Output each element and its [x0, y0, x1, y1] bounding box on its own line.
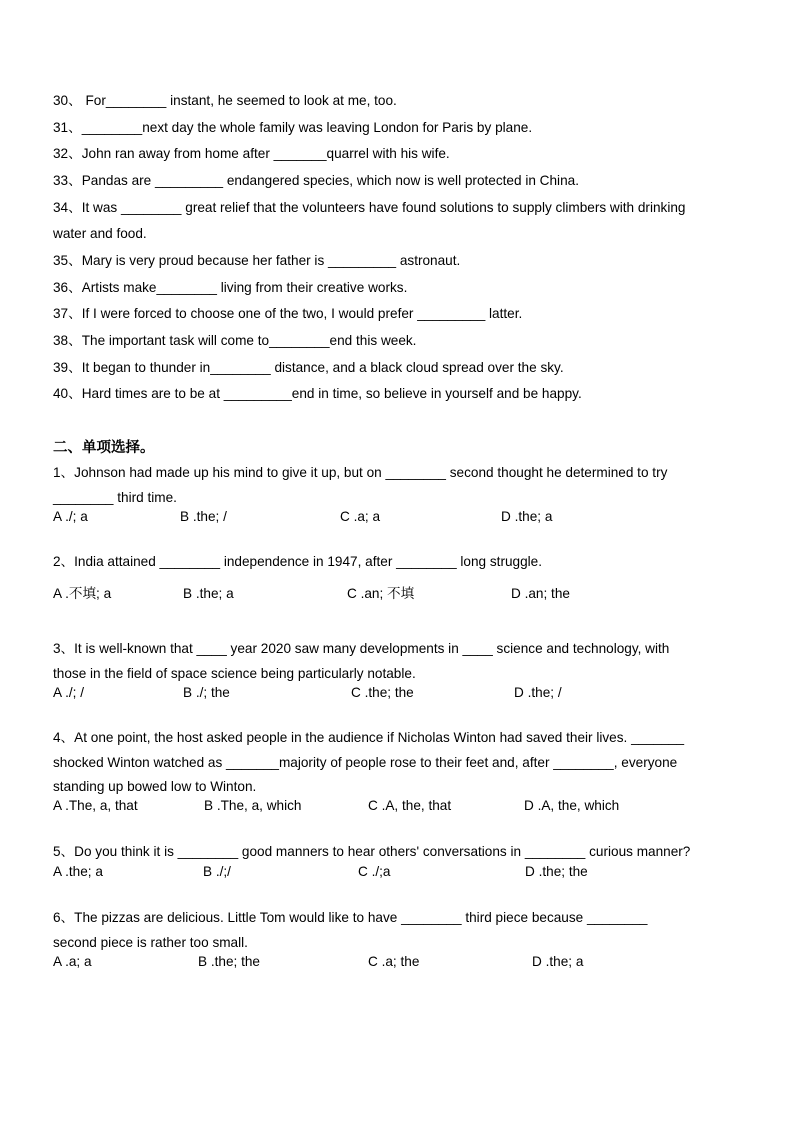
question-1-option-c[interactable]: C .a; a [340, 509, 381, 524]
question-4-option-b[interactable]: B .The, a, which [204, 798, 302, 813]
question-3-line-1: 3、It is well-known that ____ year 2020 saw many developments in ____ science and technology, with [53, 641, 670, 656]
question-6-option-c[interactable]: C .a; the [368, 954, 420, 969]
fill-blank-33: 33、Pandas are _________ endangered species, which now is well protected in China. [53, 173, 579, 188]
fill-blank-34: 34、It was ________ great relief that the volunteers have found solutions to supply climbers with drinking [53, 200, 686, 215]
question-4-line-2: shocked Winton watched as _______majority of people rose to their feet and, after ________, everyone [53, 755, 678, 770]
question-5-line-1: 5、Do you think it is ________ good manners to hear others' conversations in ________ curious manner? [53, 844, 691, 859]
question-1-option-a[interactable]: A ./; a [53, 509, 88, 524]
fill-blank-30: 30、 For________ instant, he seemed to look at me, too. [53, 93, 397, 108]
question-2-option-b[interactable]: B .the; a [183, 586, 234, 601]
question-3-line-2: those in the field of space science being particularly notable. [53, 666, 416, 681]
question-2-option-a[interactable]: A .不填; a [53, 586, 112, 601]
fill-blank-34-cont: water and food. [53, 226, 147, 241]
question-6-option-a[interactable]: A .a; a [53, 954, 92, 969]
question-6-line-2: second piece is rather too small. [53, 935, 248, 950]
question-1-option-b[interactable]: B .the; / [180, 509, 227, 524]
question-3-option-a[interactable]: A ./; / [53, 685, 84, 700]
question-4-option-c[interactable]: C .A, the, that [368, 798, 452, 813]
fill-blank-37: 37、If I were forced to choose one of the two, I would prefer _________ latter. [53, 306, 523, 321]
question-3-option-c[interactable]: C .the; the [351, 685, 414, 700]
question-2-line-1: 2、India attained ________ independence in 1947, after ________ long struggle. [53, 554, 543, 569]
question-2-option-c[interactable]: C .an; 不填 [347, 586, 415, 601]
question-4-line-3: standing up bowed low to Winton. [53, 779, 257, 794]
fill-blank-39: 39、It began to thunder in________ distance, and a black cloud spread over the sky. [53, 360, 564, 375]
fill-blank-40: 40、Hard times are to be at _________end in time, so believe in yourself and be happy. [53, 386, 582, 401]
fill-blank-35: 35、Mary is very proud because her father is _________ astronaut. [53, 253, 461, 268]
question-6-option-b[interactable]: B .the; the [198, 954, 260, 969]
question-4-line-1: 4、At one point, the host asked people in the audience if Nicholas Winton had saved their lives. _______ [53, 730, 685, 745]
fill-blank-32: 32、John ran away from home after _______quarrel with his wife. [53, 146, 450, 161]
question-6-option-d[interactable]: D .the; a [532, 954, 584, 969]
fill-blank-36: 36、Artists make________ living from their creative works. [53, 280, 408, 295]
question-3-option-d[interactable]: D .the; / [514, 685, 562, 700]
question-1-line-2: ________ third time. [53, 490, 177, 505]
question-5-option-c[interactable]: C ./;a [358, 864, 391, 879]
question-1-line-1: 1、Johnson had made up his mind to give it up, but on ________ second thought he determined to try [53, 465, 668, 480]
fill-blank-38: 38、The important task will come to________end this week. [53, 333, 417, 348]
fill-blank-31: 31、________next day the whole family was leaving London for Paris by plane. [53, 120, 533, 135]
question-3-option-b[interactable]: B ./; the [183, 685, 230, 700]
question-4-option-a[interactable]: A .The, a, that [53, 798, 138, 813]
question-6-line-1: 6、The pizzas are delicious. Little Tom would like to have ________ third piece because ________ [53, 910, 648, 925]
question-1-option-d[interactable]: D .the; a [501, 509, 553, 524]
question-5-option-a[interactable]: A .the; a [53, 864, 103, 879]
question-4-option-d[interactable]: D .A, the, which [524, 798, 620, 813]
question-2-option-d[interactable]: D .an; the [511, 586, 570, 601]
question-5-option-d[interactable]: D .the; the [525, 864, 588, 879]
section-heading: 二、单项选择。 [53, 440, 155, 456]
question-5-option-b[interactable]: B ./;/ [203, 864, 231, 879]
